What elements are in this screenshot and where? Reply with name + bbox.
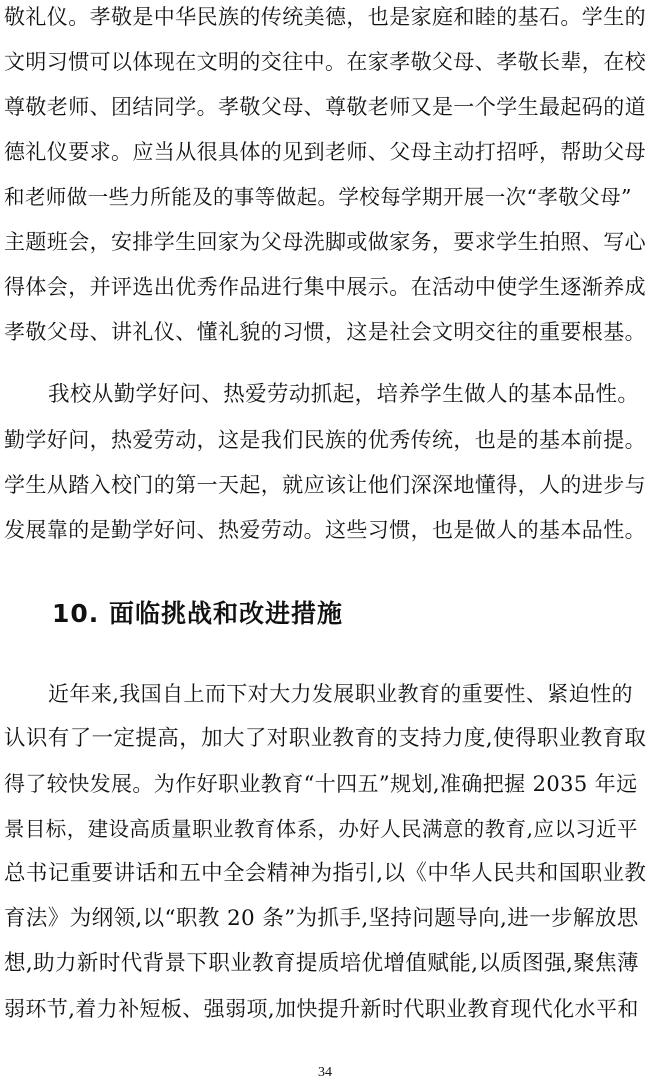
paragraph-line: 总书记重要讲话和五中全会精神为指引,以《中华人民共和国职业教: [4, 861, 647, 886]
paragraph-line: 得了较快发展。为作好职业教育“十四五”规划,准确把握 2035 年远: [4, 772, 638, 796]
paragraph-line: 和老师做一些力所能及的事等做起。学校每学期开展一次“孝敬父母”: [4, 185, 632, 209]
paragraph-line: 尊敬老师、团结同学。孝敬父母、尊敬老师又是一个学生最起码的道: [4, 95, 646, 119]
paragraph-line: 近年来,我国自上而下对大力发展职业教育的重要性、紧迫性的: [48, 682, 633, 706]
paragraph-line: 弱环节,着力补短板、强弱项,加快提升新时代职业教育现代化水平和: [4, 997, 639, 1021]
paragraph-line: 得体会，并评选出优秀作品进行集中展示。在活动中使学生逐渐养成: [4, 275, 646, 299]
paragraph-line: 学生从踏入校门的第一天起，就应该让他们深深地懂得，人的进步与: [4, 473, 646, 497]
paragraph-line: 敬礼仪。孝敬是中华民族的传统美德，也是家庭和睦的基石。学生的: [4, 5, 646, 29]
paragraph-line: 想,助力新时代背景下职业教育提质培优增值赋能,以质图强,聚焦薄: [4, 951, 639, 976]
page-number: 34: [318, 1065, 332, 1080]
paragraph-line: 德礼仪要求。应当从很具体的见到老师、父母主动打招呼，帮助父母: [4, 140, 646, 164]
paragraph-line: 发展靠的是勤学好问、热爱劳动。这些习惯，也是做人的基本品性。: [4, 518, 646, 542]
paragraph-line: 育法》为纲领,以“职教 20 条”为抓手,坚持问题导向,进一步解放思: [4, 906, 639, 931]
paragraph-line: 主题班会，安排学生回家为父母洗脚或做家务，要求学生拍照、写心: [4, 230, 646, 254]
paragraph-line: 认识有了一定提高，加大了对职业教育的支持力度,使得职业教育取: [4, 726, 647, 751]
paragraph-line: 孝敬父母、讲礼仪、懂礼貌的习惯，这是社会文明交往的重要根基。: [4, 320, 646, 344]
section-heading: 10. 面临挑战和改进措施: [52, 599, 343, 628]
paragraph-line: 我校从勤学好问、热爱劳动抓起，培养学生做人的基本品性。: [48, 382, 640, 407]
paragraph-line: 文明习惯可以体现在文明的交往中。在家孝敬父母、孝敬长辈，在校: [4, 50, 646, 74]
paragraph-line: 勤学好问，热爱劳动，这是我们民族的优秀传统，也是的基本前提。: [4, 428, 646, 452]
paragraph-line: 景目标，建设高质量职业教育体系，办好人民满意的教育,应以习近平: [4, 817, 638, 841]
